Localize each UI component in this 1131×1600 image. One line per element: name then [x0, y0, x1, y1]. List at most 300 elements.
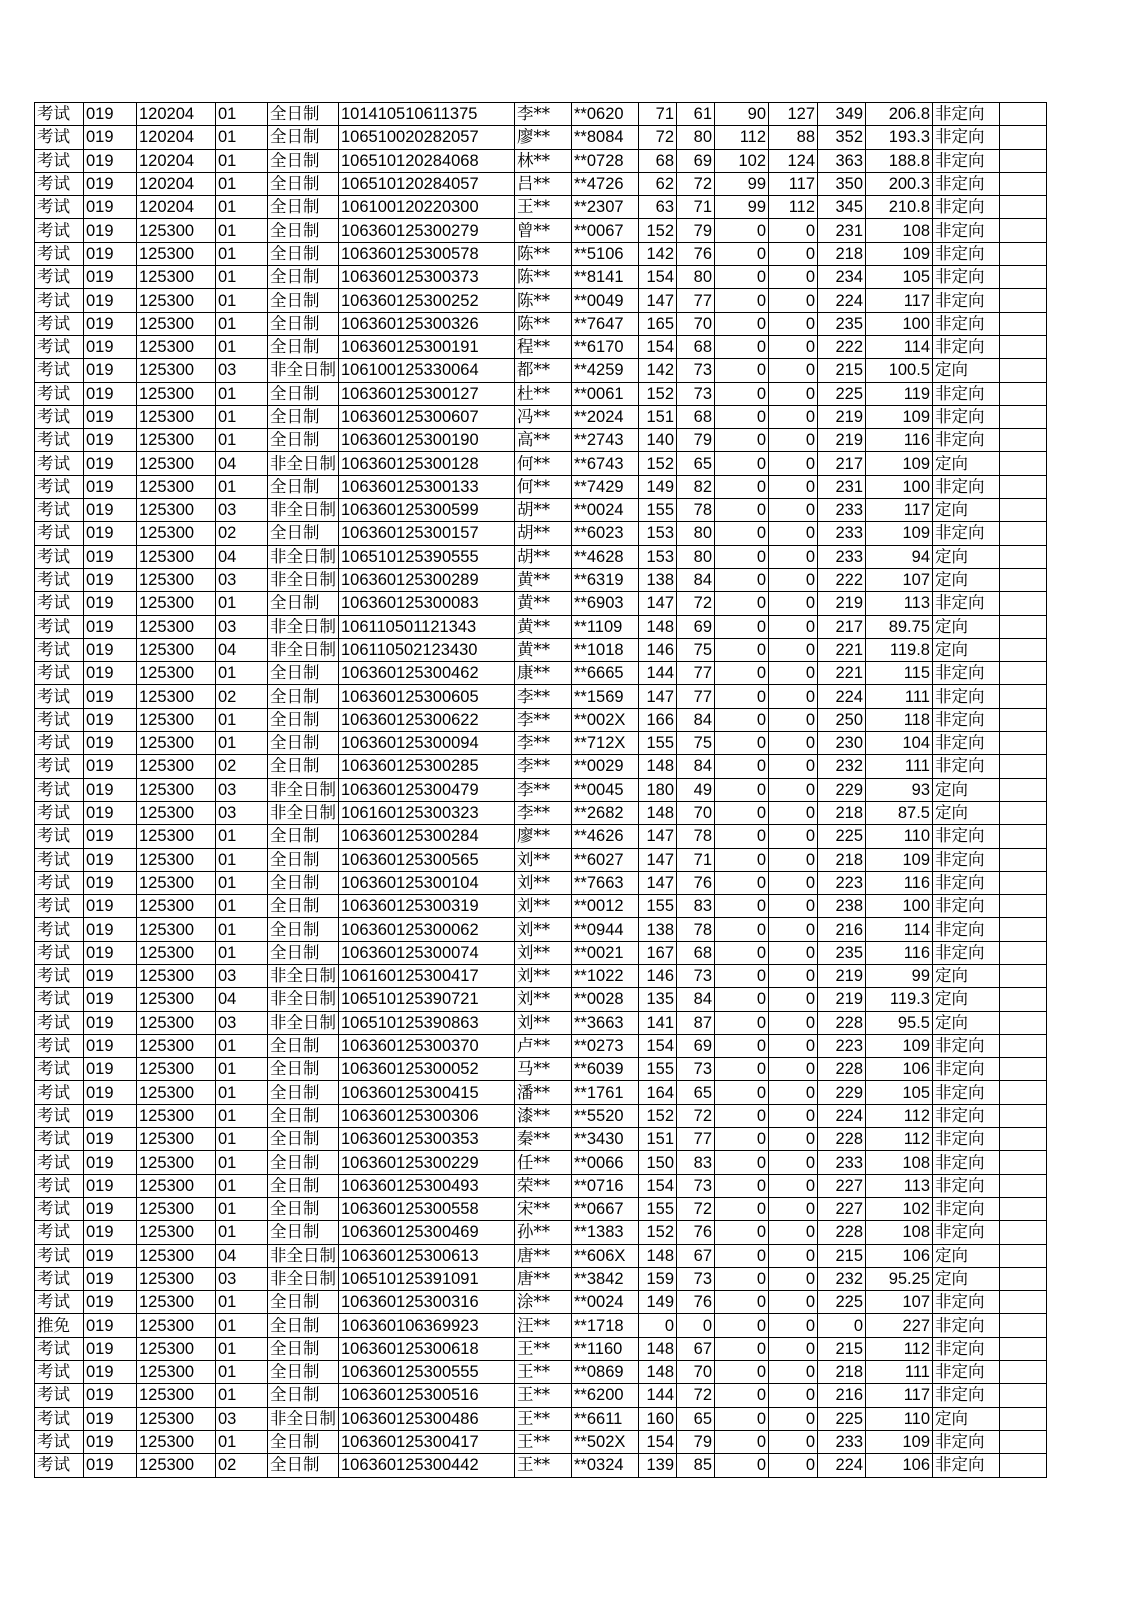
- score-2-cell: 75: [677, 732, 715, 755]
- initial-total-cell: 224: [818, 1454, 866, 1477]
- study-mode-cell: 全日制: [268, 755, 339, 778]
- exam-id-cell: 106360125300190: [339, 429, 515, 452]
- dept-code-cell: 019: [84, 755, 137, 778]
- dept-code-cell: 019: [84, 1128, 137, 1151]
- id-suffix-cell: **6170: [572, 335, 639, 358]
- admission-type-cell: 考试: [35, 172, 84, 195]
- orientation-cell: 非定向: [933, 103, 1000, 126]
- exam-id-cell: 106360125300558: [339, 1197, 515, 1220]
- initial-total-cell: 345: [818, 196, 866, 219]
- admission-type-cell: 考试: [35, 429, 84, 452]
- direction-code-cell: 02: [216, 522, 268, 545]
- candidate-name-cell: 潘**: [515, 1081, 572, 1104]
- dept-code-cell: 019: [84, 289, 137, 312]
- remark-cell: [1000, 638, 1047, 661]
- candidate-name-cell: 都**: [515, 359, 572, 382]
- retest-score-cell: 109: [866, 405, 933, 428]
- exam-id-cell: 106360125300493: [339, 1174, 515, 1197]
- initial-total-cell: 0: [818, 1314, 866, 1337]
- score-3-cell: 0: [715, 1128, 769, 1151]
- id-suffix-cell: **0273: [572, 1034, 639, 1057]
- retest-score-cell: 108: [866, 1221, 933, 1244]
- orientation-cell: 非定向: [933, 289, 1000, 312]
- score-1-cell: 146: [639, 964, 677, 987]
- major-code-cell: 125300: [137, 429, 216, 452]
- admission-type-cell: 考试: [35, 662, 84, 685]
- initial-total-cell: 219: [818, 964, 866, 987]
- exam-id-cell: 106360125300622: [339, 708, 515, 731]
- exam-id-cell: 101410510611375: [339, 103, 515, 126]
- study-mode-cell: 全日制: [268, 1361, 339, 1384]
- admission-type-cell: 考试: [35, 1128, 84, 1151]
- study-mode-cell: 全日制: [268, 1384, 339, 1407]
- dept-code-cell: 019: [84, 1291, 137, 1314]
- candidate-name-cell: 曾**: [515, 219, 572, 242]
- admission-type-cell: 考试: [35, 242, 84, 265]
- exam-id-cell: 106360125300127: [339, 382, 515, 405]
- study-mode-cell: 全日制: [268, 1314, 339, 1337]
- exam-id-cell: 106100120220300: [339, 196, 515, 219]
- score-2-cell: 69: [677, 615, 715, 638]
- orientation-cell: 非定向: [933, 1081, 1000, 1104]
- remark-cell: [1000, 522, 1047, 545]
- orientation-cell: 定向: [933, 1244, 1000, 1267]
- major-code-cell: 125300: [137, 1291, 216, 1314]
- score-2-cell: 65: [677, 1407, 715, 1430]
- candidate-name-cell: 李**: [515, 732, 572, 755]
- score-1-cell: 155: [639, 1058, 677, 1081]
- study-mode-cell: 全日制: [268, 825, 339, 848]
- exam-id-cell: 106360125300157: [339, 522, 515, 545]
- initial-total-cell: 222: [818, 568, 866, 591]
- id-suffix-cell: **5106: [572, 242, 639, 265]
- retest-score-cell: 112: [866, 1128, 933, 1151]
- study-mode-cell: 全日制: [268, 895, 339, 918]
- retest-score-cell: 117: [866, 1384, 933, 1407]
- score-2-cell: 84: [677, 708, 715, 731]
- major-code-cell: 125300: [137, 1384, 216, 1407]
- study-mode-cell: 全日制: [268, 1128, 339, 1151]
- score-4-cell: 0: [769, 638, 818, 661]
- score-3-cell: 0: [715, 615, 769, 638]
- dept-code-cell: 019: [84, 1314, 137, 1337]
- score-1-cell: 144: [639, 1384, 677, 1407]
- direction-code-cell: 03: [216, 1267, 268, 1290]
- table-row: [35, 382, 1047, 405]
- exam-id-cell: 106360125300417: [339, 1430, 515, 1453]
- score-2-cell: 84: [677, 988, 715, 1011]
- score-3-cell: 0: [715, 312, 769, 335]
- initial-total-cell: 224: [818, 289, 866, 312]
- id-suffix-cell: **0716: [572, 1174, 639, 1197]
- orientation-cell: 非定向: [933, 918, 1000, 941]
- score-3-cell: 0: [715, 1244, 769, 1267]
- score-3-cell: 0: [715, 335, 769, 358]
- initial-total-cell: 221: [818, 662, 866, 685]
- major-code-cell: 125300: [137, 1454, 216, 1477]
- score-2-cell: 76: [677, 871, 715, 894]
- dept-code-cell: 019: [84, 126, 137, 149]
- table-row: [35, 196, 1047, 219]
- study-mode-cell: 全日制: [268, 266, 339, 289]
- direction-code-cell: 01: [216, 405, 268, 428]
- remark-cell: [1000, 755, 1047, 778]
- score-4-cell: 0: [769, 405, 818, 428]
- score-4-cell: 0: [769, 825, 818, 848]
- admission-type-cell: 考试: [35, 778, 84, 801]
- remark-cell: [1000, 242, 1047, 265]
- id-suffix-cell: **7663: [572, 871, 639, 894]
- score-3-cell: 0: [715, 1407, 769, 1430]
- score-2-cell: 73: [677, 1174, 715, 1197]
- id-suffix-cell: **2682: [572, 801, 639, 824]
- score-1-cell: 153: [639, 522, 677, 545]
- major-code-cell: 125300: [137, 312, 216, 335]
- direction-code-cell: 04: [216, 545, 268, 568]
- initial-total-cell: 231: [818, 475, 866, 498]
- retest-score-cell: 110: [866, 1407, 933, 1430]
- admission-type-cell: 考试: [35, 359, 84, 382]
- score-1-cell: 138: [639, 918, 677, 941]
- remark-cell: [1000, 1337, 1047, 1360]
- retest-score-cell: 111: [866, 1361, 933, 1384]
- score-1-cell: 72: [639, 126, 677, 149]
- dept-code-cell: 019: [84, 1430, 137, 1453]
- retest-score-cell: 95.25: [866, 1267, 933, 1290]
- study-mode-cell: 全日制: [268, 1291, 339, 1314]
- score-1-cell: 154: [639, 335, 677, 358]
- admission-type-cell: 考试: [35, 522, 84, 545]
- candidate-name-cell: 程**: [515, 335, 572, 358]
- study-mode-cell: 全日制: [268, 1174, 339, 1197]
- candidate-name-cell: 王**: [515, 1454, 572, 1477]
- table-row: [35, 335, 1047, 358]
- remark-cell: [1000, 895, 1047, 918]
- score-4-cell: 0: [769, 801, 818, 824]
- retest-score-cell: 104: [866, 732, 933, 755]
- retest-score-cell: 111: [866, 755, 933, 778]
- remark-cell: [1000, 1361, 1047, 1384]
- table-row: [35, 848, 1047, 871]
- study-mode-cell: 全日制: [268, 312, 339, 335]
- admission-type-cell: 考试: [35, 615, 84, 638]
- major-code-cell: 125300: [137, 1011, 216, 1034]
- score-3-cell: 0: [715, 1058, 769, 1081]
- orientation-cell: 非定向: [933, 825, 1000, 848]
- dept-code-cell: 019: [84, 662, 137, 685]
- score-2-cell: 84: [677, 568, 715, 591]
- direction-code-cell: 01: [216, 941, 268, 964]
- table-row: [35, 615, 1047, 638]
- orientation-cell: 非定向: [933, 941, 1000, 964]
- exam-id-cell: 106360125300607: [339, 405, 515, 428]
- major-code-cell: 125300: [137, 219, 216, 242]
- dept-code-cell: 019: [84, 499, 137, 522]
- dept-code-cell: 019: [84, 1221, 137, 1244]
- table-row: [35, 103, 1047, 126]
- direction-code-cell: 01: [216, 1104, 268, 1127]
- retest-score-cell: 114: [866, 918, 933, 941]
- score-1-cell: 154: [639, 1174, 677, 1197]
- study-mode-cell: 全日制: [268, 219, 339, 242]
- score-2-cell: 77: [677, 662, 715, 685]
- retest-score-cell: 110: [866, 825, 933, 848]
- score-2-cell: 85: [677, 1454, 715, 1477]
- score-4-cell: 0: [769, 988, 818, 1011]
- remark-cell: [1000, 1454, 1047, 1477]
- remark-cell: [1000, 988, 1047, 1011]
- score-2-cell: 83: [677, 895, 715, 918]
- major-code-cell: 125300: [137, 1314, 216, 1337]
- orientation-cell: 定向: [933, 615, 1000, 638]
- score-3-cell: 0: [715, 1151, 769, 1174]
- study-mode-cell: 非全日制: [268, 615, 339, 638]
- admission-type-cell: 考试: [35, 475, 84, 498]
- retest-score-cell: 106: [866, 1244, 933, 1267]
- id-suffix-cell: **7647: [572, 312, 639, 335]
- remark-cell: [1000, 1104, 1047, 1127]
- score-3-cell: 0: [715, 1221, 769, 1244]
- score-4-cell: 0: [769, 499, 818, 522]
- score-2-cell: 77: [677, 1128, 715, 1151]
- score-4-cell: 0: [769, 1430, 818, 1453]
- retest-score-cell: 108: [866, 1151, 933, 1174]
- score-4-cell: 0: [769, 1267, 818, 1290]
- orientation-cell: 定向: [933, 545, 1000, 568]
- orientation-cell: 非定向: [933, 335, 1000, 358]
- initial-total-cell: 225: [818, 825, 866, 848]
- score-1-cell: 62: [639, 172, 677, 195]
- major-code-cell: 125300: [137, 568, 216, 591]
- score-3-cell: 0: [715, 941, 769, 964]
- table-row: [35, 126, 1047, 149]
- admission-type-cell: 考试: [35, 1244, 84, 1267]
- direction-code-cell: 01: [216, 1337, 268, 1360]
- exam-id-cell: 106360125300284: [339, 825, 515, 848]
- direction-code-cell: 01: [216, 149, 268, 172]
- id-suffix-cell: **0012: [572, 895, 639, 918]
- id-suffix-cell: **0024: [572, 1291, 639, 1314]
- exam-id-cell: 106360125300415: [339, 1081, 515, 1104]
- score-3-cell: 0: [715, 1197, 769, 1220]
- major-code-cell: 125300: [137, 848, 216, 871]
- score-1-cell: 139: [639, 1454, 677, 1477]
- orientation-cell: 非定向: [933, 196, 1000, 219]
- score-4-cell: 0: [769, 266, 818, 289]
- retest-score-cell: 105: [866, 1081, 933, 1104]
- score-3-cell: 0: [715, 475, 769, 498]
- table-row: [35, 918, 1047, 941]
- retest-score-cell: 112: [866, 1104, 933, 1127]
- initial-total-cell: 219: [818, 592, 866, 615]
- study-mode-cell: 全日制: [268, 1454, 339, 1477]
- score-2-cell: 73: [677, 382, 715, 405]
- id-suffix-cell: **6023: [572, 522, 639, 545]
- direction-code-cell: 01: [216, 196, 268, 219]
- score-3-cell: 99: [715, 196, 769, 219]
- initial-total-cell: 349: [818, 103, 866, 126]
- dept-code-cell: 019: [84, 266, 137, 289]
- remark-cell: [1000, 429, 1047, 452]
- initial-total-cell: 223: [818, 1034, 866, 1057]
- admission-type-cell: 考试: [35, 1221, 84, 1244]
- remark-cell: [1000, 1011, 1047, 1034]
- study-mode-cell: 全日制: [268, 1081, 339, 1104]
- initial-total-cell: 232: [818, 1267, 866, 1290]
- score-3-cell: 0: [715, 1430, 769, 1453]
- retest-score-cell: 99: [866, 964, 933, 987]
- candidate-name-cell: 王**: [515, 1384, 572, 1407]
- id-suffix-cell: **6665: [572, 662, 639, 685]
- score-1-cell: 146: [639, 638, 677, 661]
- score-2-cell: 68: [677, 335, 715, 358]
- study-mode-cell: 非全日制: [268, 964, 339, 987]
- major-code-cell: 125300: [137, 1104, 216, 1127]
- exam-id-cell: 106510120284057: [339, 172, 515, 195]
- dept-code-cell: 019: [84, 592, 137, 615]
- direction-code-cell: 01: [216, 335, 268, 358]
- dept-code-cell: 019: [84, 429, 137, 452]
- retest-score-cell: 100: [866, 895, 933, 918]
- direction-code-cell: 04: [216, 988, 268, 1011]
- direction-code-cell: 01: [216, 732, 268, 755]
- remark-cell: [1000, 1151, 1047, 1174]
- score-3-cell: 112: [715, 126, 769, 149]
- exam-id-cell: 106360125300618: [339, 1337, 515, 1360]
- score-1-cell: 150: [639, 1151, 677, 1174]
- id-suffix-cell: **1160: [572, 1337, 639, 1360]
- remark-cell: [1000, 778, 1047, 801]
- major-code-cell: 125300: [137, 405, 216, 428]
- table-row: [35, 219, 1047, 242]
- initial-total-cell: 229: [818, 778, 866, 801]
- orientation-cell: 定向: [933, 1407, 1000, 1430]
- score-1-cell: 167: [639, 941, 677, 964]
- table-row: [35, 662, 1047, 685]
- study-mode-cell: 全日制: [268, 429, 339, 452]
- id-suffix-cell: **0024: [572, 499, 639, 522]
- remark-cell: [1000, 126, 1047, 149]
- direction-code-cell: 03: [216, 778, 268, 801]
- id-suffix-cell: **6611: [572, 1407, 639, 1430]
- retest-score-cell: 106: [866, 1058, 933, 1081]
- retest-score-cell: 109: [866, 1430, 933, 1453]
- retest-score-cell: 109: [866, 1034, 933, 1057]
- admission-type-cell: 考试: [35, 1361, 84, 1384]
- dept-code-cell: 019: [84, 452, 137, 475]
- study-mode-cell: 全日制: [268, 335, 339, 358]
- direction-code-cell: 01: [216, 1128, 268, 1151]
- remark-cell: [1000, 1034, 1047, 1057]
- score-2-cell: 83: [677, 1151, 715, 1174]
- score-1-cell: 152: [639, 452, 677, 475]
- score-1-cell: 154: [639, 266, 677, 289]
- id-suffix-cell: **4726: [572, 172, 639, 195]
- id-suffix-cell: **6200: [572, 1384, 639, 1407]
- score-1-cell: 135: [639, 988, 677, 1011]
- major-code-cell: 125300: [137, 289, 216, 312]
- table-row: [35, 475, 1047, 498]
- retest-score-cell: 87.5: [866, 801, 933, 824]
- orientation-cell: 非定向: [933, 1361, 1000, 1384]
- retest-score-cell: 116: [866, 941, 933, 964]
- candidate-name-cell: 卢**: [515, 1034, 572, 1057]
- major-code-cell: 125300: [137, 499, 216, 522]
- orientation-cell: 非定向: [933, 1291, 1000, 1314]
- initial-total-cell: 352: [818, 126, 866, 149]
- retest-score-cell: 100.5: [866, 359, 933, 382]
- score-3-cell: 0: [715, 452, 769, 475]
- direction-code-cell: 01: [216, 1034, 268, 1057]
- score-1-cell: 148: [639, 755, 677, 778]
- id-suffix-cell: **1569: [572, 685, 639, 708]
- score-4-cell: 0: [769, 685, 818, 708]
- exam-id-cell: 106360125300074: [339, 941, 515, 964]
- direction-code-cell: 03: [216, 499, 268, 522]
- exam-id-cell: 106110502123430: [339, 638, 515, 661]
- retest-score-cell: 117: [866, 499, 933, 522]
- study-mode-cell: 全日制: [268, 1034, 339, 1057]
- table-row: [35, 172, 1047, 195]
- id-suffix-cell: **002X: [572, 708, 639, 731]
- study-mode-cell: 全日制: [268, 289, 339, 312]
- direction-code-cell: 01: [216, 895, 268, 918]
- score-4-cell: 0: [769, 452, 818, 475]
- remark-cell: [1000, 1128, 1047, 1151]
- admission-type-cell: 考试: [35, 755, 84, 778]
- score-2-cell: 72: [677, 1197, 715, 1220]
- table-row: [35, 568, 1047, 591]
- score-4-cell: 0: [769, 1151, 818, 1174]
- dept-code-cell: 019: [84, 1058, 137, 1081]
- dept-code-cell: 019: [84, 568, 137, 591]
- retest-score-cell: 105: [866, 266, 933, 289]
- dept-code-cell: 019: [84, 1454, 137, 1477]
- score-1-cell: 151: [639, 405, 677, 428]
- score-4-cell: 112: [769, 196, 818, 219]
- score-2-cell: 69: [677, 149, 715, 172]
- score-2-cell: 72: [677, 592, 715, 615]
- score-3-cell: 0: [715, 359, 769, 382]
- major-code-cell: 125300: [137, 1174, 216, 1197]
- remark-cell: [1000, 708, 1047, 731]
- orientation-cell: 非定向: [933, 871, 1000, 894]
- admission-type-cell: 考试: [35, 964, 84, 987]
- score-4-cell: 0: [769, 429, 818, 452]
- score-2-cell: 80: [677, 545, 715, 568]
- table-row: [35, 522, 1047, 545]
- orientation-cell: 定向: [933, 359, 1000, 382]
- remark-cell: [1000, 801, 1047, 824]
- score-4-cell: 0: [769, 1034, 818, 1057]
- dept-code-cell: 019: [84, 219, 137, 242]
- exam-id-cell: 106360125300353: [339, 1128, 515, 1151]
- initial-total-cell: 234: [818, 266, 866, 289]
- score-3-cell: 99: [715, 172, 769, 195]
- retest-score-cell: 106: [866, 1454, 933, 1477]
- exam-id-cell: 106360125300279: [339, 219, 515, 242]
- initial-total-cell: 216: [818, 918, 866, 941]
- dept-code-cell: 019: [84, 871, 137, 894]
- score-2-cell: 72: [677, 1384, 715, 1407]
- score-3-cell: 0: [715, 848, 769, 871]
- remark-cell: [1000, 1058, 1047, 1081]
- exam-id-cell: 106360125300062: [339, 918, 515, 941]
- id-suffix-cell: **2024: [572, 405, 639, 428]
- score-1-cell: 148: [639, 1337, 677, 1360]
- initial-total-cell: 218: [818, 242, 866, 265]
- admission-type-cell: 考试: [35, 918, 84, 941]
